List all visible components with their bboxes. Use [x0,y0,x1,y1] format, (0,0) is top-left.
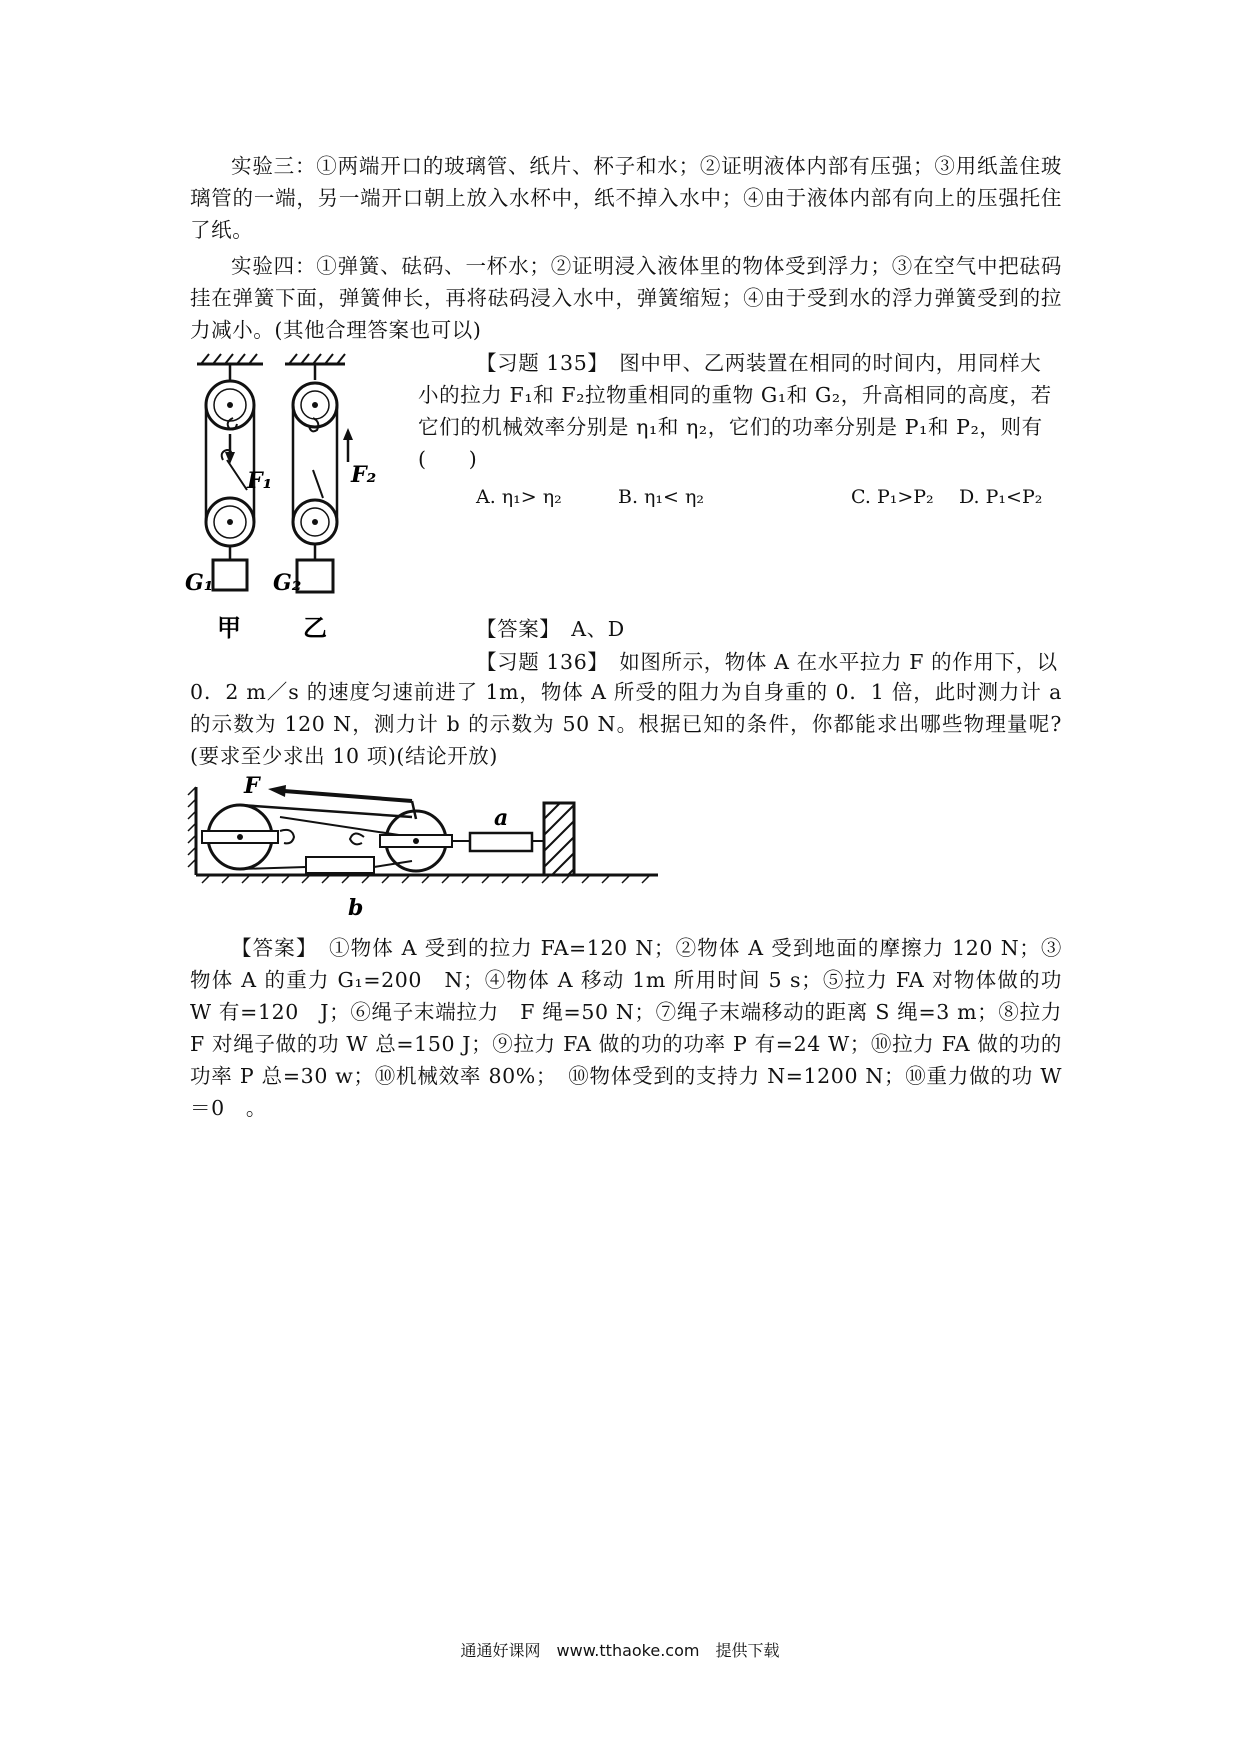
f1-label: F₁ [247,468,273,494]
f-arrow [284,791,412,801]
left-ceiling [197,354,263,380]
right-weight-block [297,560,333,592]
problem-135-options [476,486,1066,516]
spring-scale-a [470,833,532,851]
page-footer: 通通好课网 www.tthaoke.com 提供下载 [460,1641,780,1660]
experiment-3-paragraph: 实验三：①两端开口的玻璃管、纸片、杯子和水；②证明液体内部有压强；③用纸盖住玻璃管的一端，另一端开口朝上放入水杯中，纸不掉入水中；④由于液体内部有向上的压强托住了纸。 [190,154,1062,242]
option-a: A. η₁> η₂ [476,486,562,508]
left-caption: 甲 [217,614,241,642]
spring-scale-b [306,857,374,873]
option-b: B. η₁< η₂ [618,486,705,508]
problem-135-text: 【习题 135】 图中甲、乙两装置在相同的时间内，用同样大小的拉力 F₁和 F₂拉物重相同的重物 G₁和 G₂，升高相同的高度，若它们的机械效率分别是 η₁和 η₂，它们的功率分别是 P₁和 P₂，则有( ) [418,351,1052,471]
right-ceiling [285,354,345,380]
pulley-diagram-136 [188,775,663,925]
left-weight-block [213,560,247,590]
a-label: a [494,805,509,831]
problem-136-text: 0．2 m／s 的速度匀速前进了 1m，物体 A 所受的阻力为自身重的 0．1 倍，此时测力计 a 的示数为 120 N，测力计 b 的示数为 50 N。根据已知的条件，你都能求出哪些物理量呢?(要求至少求出 10 项)(结论开放) [190,680,1062,768]
problem-135-answer: 【答案】 A、D [476,617,625,641]
problem-136-answer: 【答案】 ①物体 A 受到的拉力 FA=120 N；②物体 A 受到地面的摩擦力 120 N；③物体 A 的重力 G₁=200 N；④物体 A 移动 1m 所用时间 5 s；⑤拉力 FA 对物体做的功 W 有=120 J；⑥绳子末端拉力 F 绳=50 N；⑦绳子末端移动的距离 S 绳=3 m；⑧拉力 F 对绳子做的功 W 总=150 J；⑨拉力 FA 做的功的功率 P 有=24 W；⑩拉力 FA 做的功的功率 P 总=30 w；⑩机械效率 80%； ⑩物体受到的支持力 N=1200 N；⑩重力做的功 W＝0 。 [190,936,1062,1120]
right-caption: 乙 [303,614,327,642]
pulley-diagram-135 [185,350,415,655]
g2-label: G₂ [273,570,302,596]
g1-label: G₁ [185,570,214,596]
problem-136-heading: 【习题 136】 如图所示，物体 A 在水平拉力 F 的作用下，以 [476,650,1058,674]
f2-label: F₂ [351,462,377,488]
f-label: F [244,773,260,799]
b-label: b [348,895,364,921]
option-d: D. P₁<P₂ [959,486,1043,508]
experiment-4-paragraph: 实验四：①弹簧、砝码、一杯水；②证明浸入液体里的物体受到浮力；③在空气中把砝码挂在弹簧下面，弹簧伸长，再将砝码浸入水中，弹簧缩短；④由于受到水的浮力弹簧受到的拉力减小。(其他合理答案也可以) [190,254,1062,342]
option-c: C. P₁>P₂ [851,486,934,508]
